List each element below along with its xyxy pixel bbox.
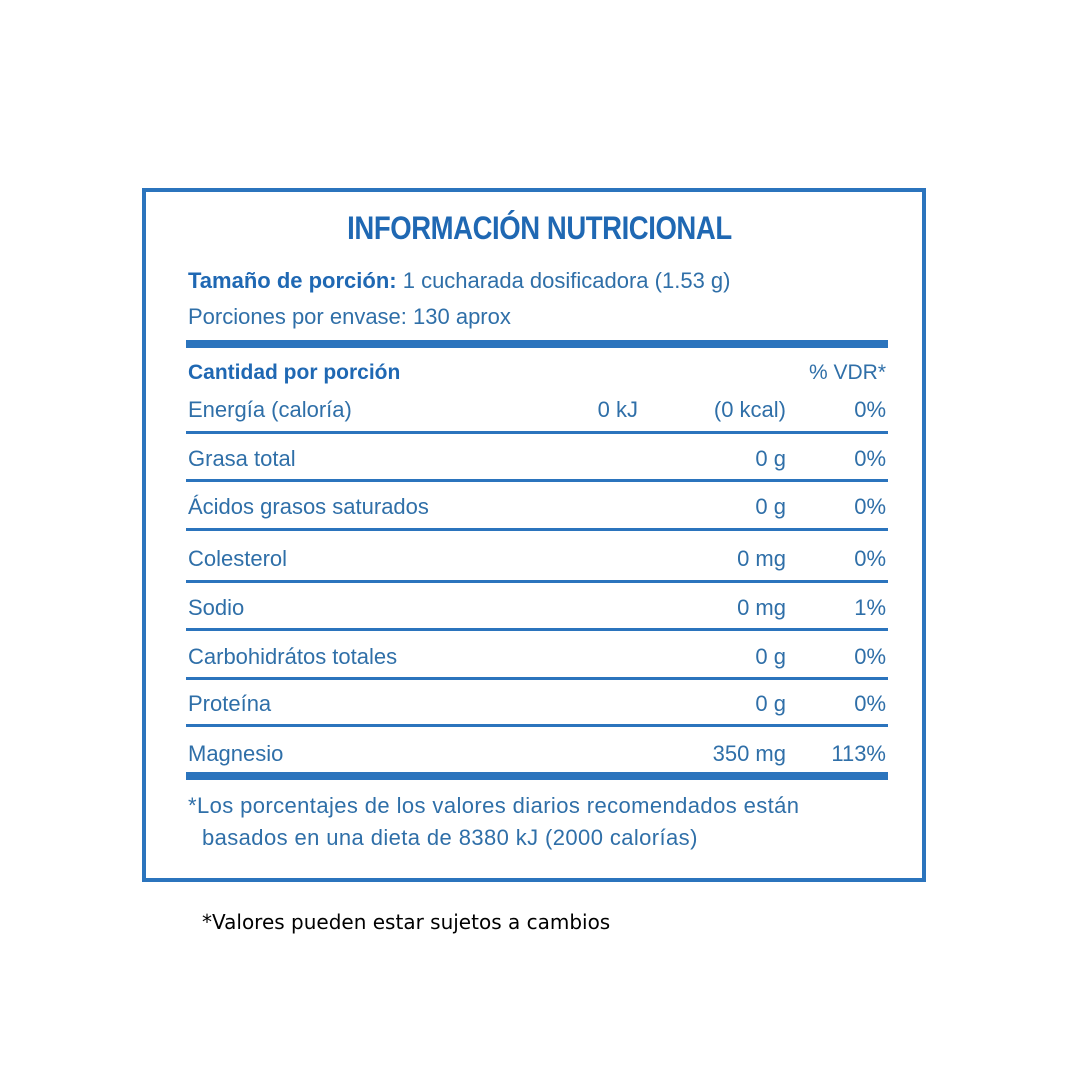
- footnote-line-1: *Los porcentajes de los valores diarios recomendados están: [188, 793, 800, 818]
- daily-value-header: % VDR*: [808, 361, 886, 384]
- row-divider: [186, 479, 888, 482]
- serving-size: [188, 268, 730, 294]
- row-divider: [186, 528, 888, 531]
- nutrient-name: Magnesio: [188, 741, 284, 766]
- row-divider: [186, 677, 888, 680]
- nutrient-name: Sodio: [188, 595, 245, 620]
- nutrient-name: Proteína: [188, 691, 272, 716]
- energy-kcal: (0 kcal): [713, 397, 786, 422]
- nutrient-pct: 1%: [854, 595, 886, 620]
- serving-size-value: 1 cucharada dosificadora (1.53 g): [396, 268, 731, 293]
- nutrient-amount: 0 g: [755, 494, 786, 519]
- daily-value-footnote: [188, 790, 888, 854]
- nutrient-name: Grasa total: [188, 446, 296, 471]
- energy-name: Energía (caloría): [188, 397, 352, 422]
- row-divider: [186, 724, 888, 727]
- nutrient-pct: 0%: [854, 494, 886, 519]
- nutrient-pct: 0%: [854, 546, 886, 571]
- thick-divider-bottom: [186, 772, 888, 780]
- nutrient-pct: 0%: [854, 446, 886, 471]
- row-divider: [186, 628, 888, 631]
- nutrient-name: Carbohidrátos totales: [188, 644, 398, 669]
- nutrient-amount: 0 mg: [737, 595, 786, 620]
- row-divider: [186, 580, 888, 583]
- nutrient-name: Colesterol: [188, 546, 288, 571]
- serving-size-label: Tamaño de porción:: [188, 268, 397, 293]
- label-title: INFORMACIÓN NUTRICIONAL: [347, 210, 732, 246]
- disclaimer-note: *Valores pueden estar sujetos a cambios: [202, 910, 611, 934]
- nutrient-amount: 0 g: [755, 691, 786, 716]
- thick-divider-top: [186, 340, 888, 348]
- row-divider: [186, 431, 888, 434]
- amount-per-serving-header: Cantidad por porción: [188, 361, 401, 384]
- footnote-line-2: basados en una dieta de 8380 kJ (2000 calorías): [202, 825, 698, 850]
- nutrient-pct: 0%: [854, 691, 886, 716]
- nutrient-pct: 0%: [854, 644, 886, 669]
- energy-pct: 0%: [854, 397, 886, 422]
- energy-kj: 0 kJ: [597, 397, 638, 422]
- nutrient-amount: 0 g: [755, 446, 786, 471]
- nutrient-amount: 0 g: [755, 644, 786, 669]
- servings-per-container: Porciones por envase: 130 aprox: [188, 304, 511, 329]
- nutrient-amount: 0 mg: [737, 546, 786, 571]
- nutrient-pct: 113%: [831, 741, 886, 766]
- nutrient-amount: 350 mg: [712, 741, 786, 766]
- nutrient-name: Ácidos grasos saturados: [188, 494, 429, 519]
